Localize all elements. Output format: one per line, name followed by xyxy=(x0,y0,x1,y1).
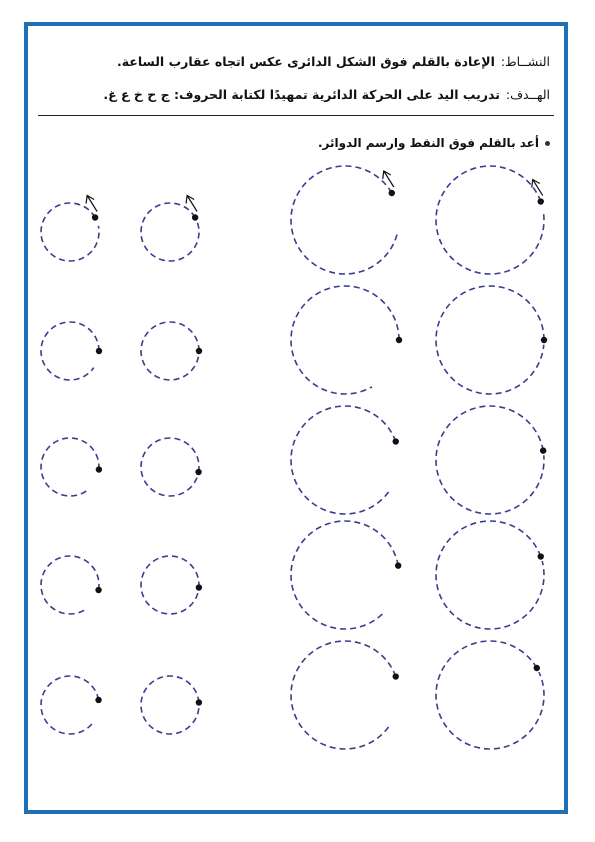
tracing-circle-9 xyxy=(41,676,99,734)
tracing-circle-11 xyxy=(291,166,397,274)
start-dot-5 xyxy=(96,466,102,472)
tracing-circle-16 xyxy=(436,406,544,514)
start-dot-2 xyxy=(192,214,198,220)
start-dot-11 xyxy=(389,190,395,196)
activity-text: الإعادة بالقلم فوق الشكل الدائرى عكس اتجاه عقارب الساعة. xyxy=(116,54,495,69)
goal-label: الهــدف: xyxy=(505,87,550,102)
instruction-text: أعد بالقلم فوق النقط وارسم الدوائر. xyxy=(317,136,539,150)
start-dot-9 xyxy=(95,697,101,703)
tracing-circle-7 xyxy=(41,556,99,614)
start-dot-20 xyxy=(534,665,540,671)
start-dot-1 xyxy=(92,214,98,220)
tracing-circle-1 xyxy=(41,203,99,261)
tracing-circle-6 xyxy=(141,438,199,496)
tracing-circle-19 xyxy=(291,641,396,749)
tracing-circle-20 xyxy=(436,641,544,749)
start-dot-6 xyxy=(195,469,201,475)
start-dot-7 xyxy=(95,587,101,593)
start-dot-3 xyxy=(96,348,102,354)
start-dot-14 xyxy=(541,337,547,343)
start-dot-16 xyxy=(540,447,546,453)
goal-text: تدريب اليد على الحركة الدائرية تمهيدًا لكتابة الحروف: ج ح خ ع غ. xyxy=(103,87,500,102)
start-dot-12 xyxy=(538,198,544,204)
start-dot-8 xyxy=(196,584,202,590)
tracing-circle-17 xyxy=(291,521,398,629)
start-dot-18 xyxy=(538,553,544,559)
activity-label: النشــاط: xyxy=(500,54,550,69)
start-dot-13 xyxy=(396,337,402,343)
tracing-circle-14 xyxy=(436,286,544,394)
tracing-circle-15 xyxy=(291,406,396,514)
tracing-circle-2 xyxy=(141,203,199,261)
start-dot-15 xyxy=(393,438,399,444)
tracing-circle-12 xyxy=(436,166,544,274)
tracing-circle-13 xyxy=(291,286,399,394)
start-dot-17 xyxy=(395,562,401,568)
tracing-circle-3 xyxy=(41,322,99,380)
tracing-circle-18 xyxy=(436,521,544,629)
start-dot-19 xyxy=(393,673,399,679)
direction-arrow-icon xyxy=(383,171,394,187)
tracing-circle-5 xyxy=(41,438,99,496)
start-dot-10 xyxy=(196,699,202,705)
start-dot-4 xyxy=(196,348,202,354)
tracing-circle-4 xyxy=(141,322,199,380)
tracing-circle-10 xyxy=(141,676,199,734)
tracing-circle-8 xyxy=(141,556,199,614)
